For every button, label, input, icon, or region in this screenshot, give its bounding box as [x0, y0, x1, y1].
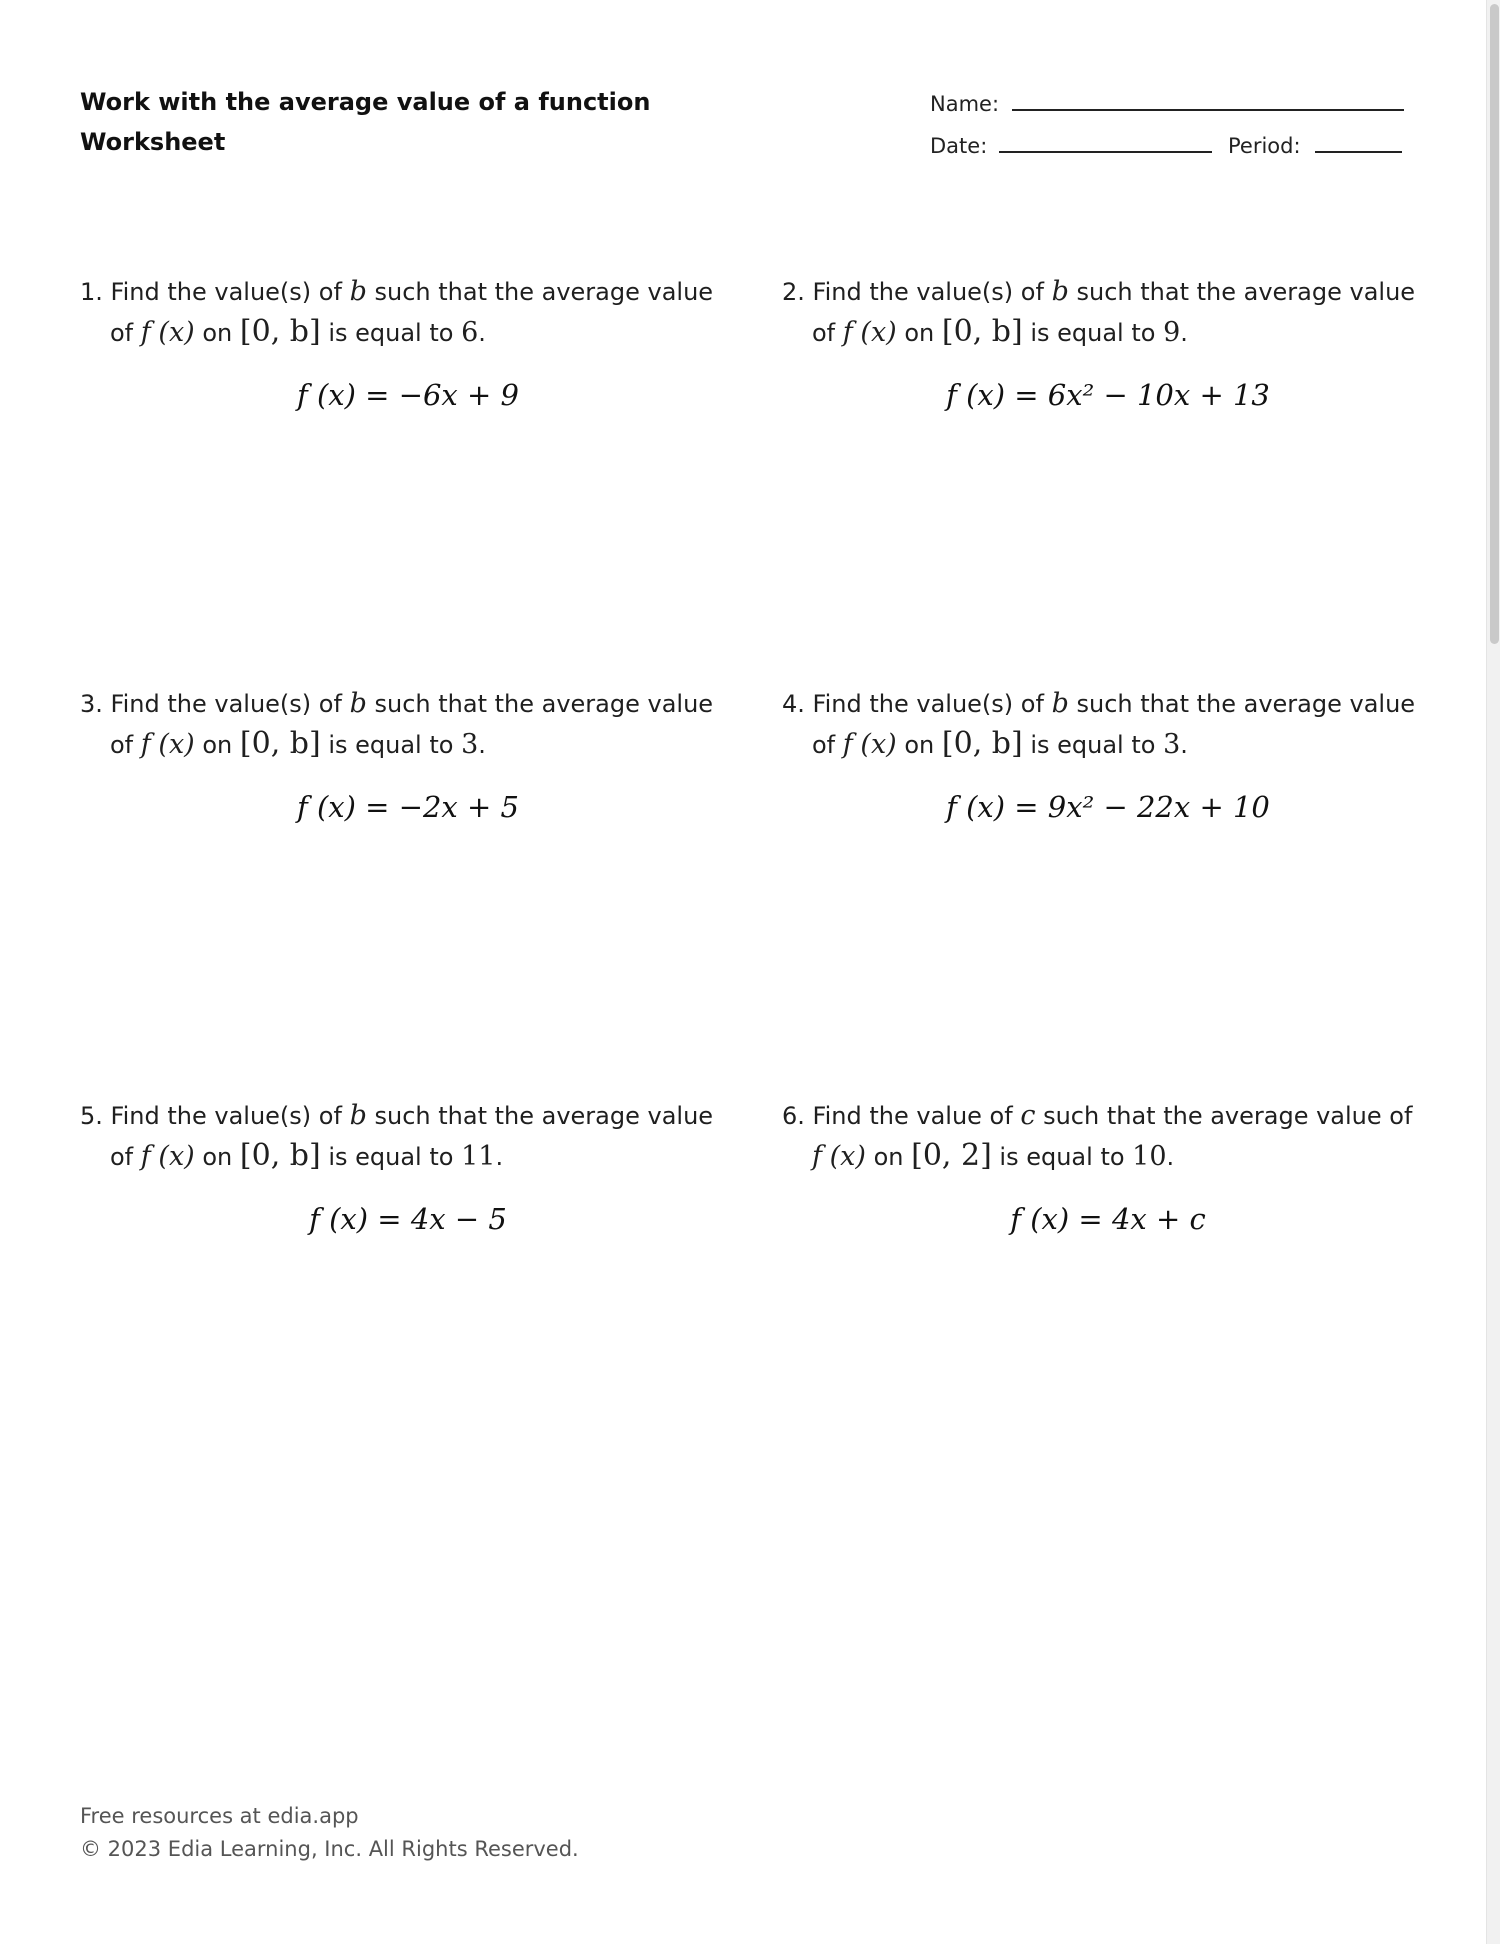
- equation-4: f (x) = 9x² − 22x + 10: [946, 790, 1270, 824]
- problem-2: 2. Find the value(s) of b such that the average value of f (x) on [0, b] is equal to 9.: [782, 276, 1416, 349]
- problem-5: 5. Find the value(s) of b such that the average value of f (x) on [0, b] is equal to 11.: [80, 1100, 714, 1173]
- name-line[interactable]: [1012, 109, 1404, 111]
- equation-6: f (x) = 4x + c: [1010, 1202, 1206, 1236]
- period-label: Period:: [1228, 134, 1301, 158]
- vertical-scrollbar[interactable]: [1486, 0, 1500, 1944]
- problem-6: 6. Find the value of c such that the average value of f (x) on [0, 2] is equal to 10.: [782, 1100, 1413, 1173]
- equation-1: f (x) = −6x + 9: [297, 378, 519, 412]
- equation-2: f (x) = 6x² − 10x + 13: [946, 378, 1270, 412]
- scrollbar-thumb[interactable]: [1490, 4, 1499, 644]
- name-label: Name:: [930, 92, 1000, 116]
- date-label: Date:: [930, 134, 988, 158]
- equation-3: f (x) = −2x + 5: [297, 790, 519, 824]
- problem-4: 4. Find the value(s) of b such that the average value of f (x) on [0, b] is equal to 3.: [782, 688, 1416, 761]
- footer-copyright: © 2023 Edia Learning, Inc. All Rights Reserved.: [80, 1837, 579, 1861]
- title-line-1: Work with the average value of a function: [80, 88, 651, 116]
- footer: [80, 1800, 579, 1866]
- date-line[interactable]: [999, 151, 1212, 153]
- period-line[interactable]: [1315, 151, 1402, 153]
- equation-5: f (x) = 4x − 5: [309, 1202, 507, 1236]
- worksheet-title: [80, 82, 650, 162]
- title-line-2: Worksheet: [80, 128, 226, 156]
- problem-3: 3. Find the value(s) of b such that the average value of f (x) on [0, b] is equal to 3.: [80, 688, 714, 761]
- footer-resources: Free resources at edia.app: [80, 1804, 359, 1828]
- problem-1: 1. Find the value(s) of b such that the average value of f (x) on [0, b] is equal to 6.: [80, 276, 714, 349]
